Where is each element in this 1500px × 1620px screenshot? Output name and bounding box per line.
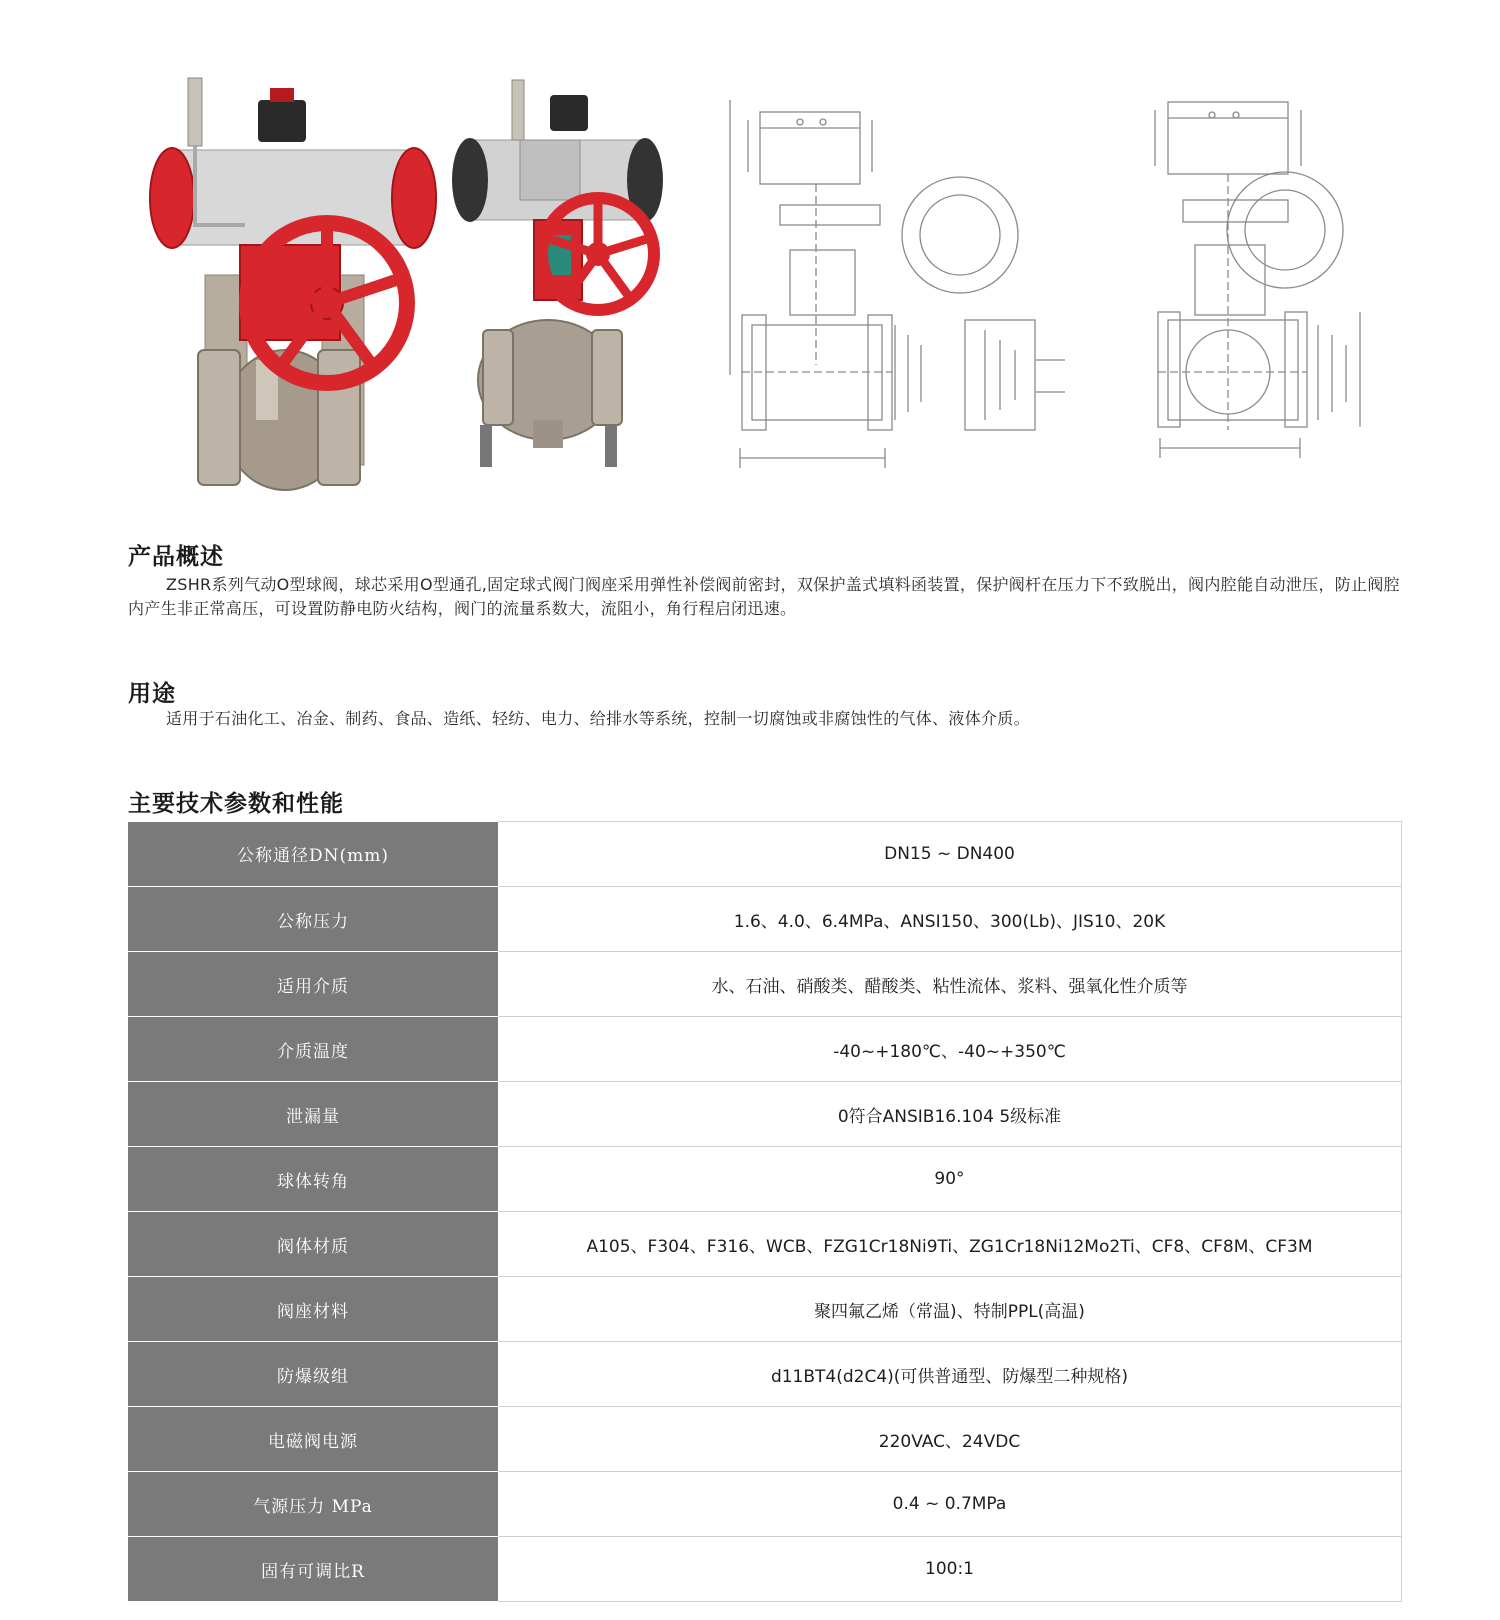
table-row xyxy=(128,822,1402,887)
table-row xyxy=(128,887,1402,952)
valve-photo-black-actuator xyxy=(452,80,663,467)
table-row xyxy=(128,1537,1402,1602)
specs-table xyxy=(128,821,1402,1602)
table-row xyxy=(128,1082,1402,1147)
spec-label: 防爆级组 xyxy=(128,1342,498,1407)
spec-value: 220VAC、24VDC xyxy=(498,1407,1402,1472)
table-row xyxy=(128,1147,1402,1212)
table-row xyxy=(128,1017,1402,1082)
product-gallery xyxy=(0,0,1500,520)
table-row xyxy=(128,1472,1402,1537)
spec-label: 球体转角 xyxy=(128,1147,498,1212)
spec-label: 固有可调比R xyxy=(128,1537,498,1602)
usage-text: 适用于石油化工、冶金、制药、食品、造纸、轻纺、电力、给排水等系统，控制一切腐蚀或非腐蚀性的气体、液体介质。 xyxy=(166,709,1030,728)
valve-section-drawing xyxy=(1155,102,1360,458)
spec-label: 介质温度 xyxy=(128,1017,498,1082)
spec-label: 气源压力 MPa xyxy=(128,1472,498,1537)
product-images-svg xyxy=(0,0,1500,520)
overview-text: ZSHR系列气动O型球阀，球芯采用O型通孔,固定球式阀门阀座采用弹性补偿阀前密封，双保护盖式填料函装置，保护阀杆在压力下不致脱出，阀内腔能自动泄压，防止阀腔内产生非正常高压，可设置防静电防火结构，阀门的流量系数大，流阻小，角行程启闭迅速。 xyxy=(128,575,1400,618)
usage-title: 用途 xyxy=(128,681,176,707)
overview-title: 产品概述 xyxy=(128,544,224,570)
table-row xyxy=(128,1342,1402,1407)
spec-value: d11BT4(d2C4)(可供普通型、防爆型二种规格) xyxy=(498,1342,1402,1407)
spec-value: 聚四氟乙烯（常温)、特制PPL(高温) xyxy=(498,1277,1402,1342)
valve-dimension-drawing xyxy=(730,100,1065,468)
spec-value: A105、F304、F316、WCB、FZG1Cr18Ni9Ti、ZG1Cr18Ni12Mo2Ti、CF8、CF8M、CF3M xyxy=(498,1212,1402,1277)
valve-photo-red-actuator xyxy=(150,78,436,490)
table-row xyxy=(128,1277,1402,1342)
spec-value: 0.4 ~ 0.7MPa xyxy=(498,1472,1402,1537)
spec-value: 水、石油、硝酸类、醋酸类、粘性流体、浆料、强氧化性介质等 xyxy=(498,952,1402,1017)
table-row xyxy=(128,952,1402,1017)
spec-value: DN15 ~ DN400 xyxy=(498,822,1402,887)
table-row xyxy=(128,1407,1402,1472)
spec-value: -40~+180℃、-40~+350℃ xyxy=(498,1017,1402,1082)
spec-label: 公称压力 xyxy=(128,887,498,952)
spec-label: 阀体材质 xyxy=(128,1212,498,1277)
spec-label: 电磁阀电源 xyxy=(128,1407,498,1472)
spec-value: 90° xyxy=(498,1147,1402,1212)
spec-value: 100:1 xyxy=(498,1537,1402,1602)
spec-label: 泄漏量 xyxy=(128,1082,498,1147)
spec-label: 适用介质 xyxy=(128,952,498,1017)
spec-value: 0符合ANSIB16.104 5级标准 xyxy=(498,1082,1402,1147)
specs-title: 主要技术参数和性能 xyxy=(128,791,344,817)
table-row xyxy=(128,1212,1402,1277)
spec-value: 1.6、4.0、6.4MPa、ANSI150、300(Lb)、JIS10、20K xyxy=(498,887,1402,952)
spec-label: 公称通径DN(mm) xyxy=(128,822,498,887)
spec-label: 阀座材料 xyxy=(128,1277,498,1342)
